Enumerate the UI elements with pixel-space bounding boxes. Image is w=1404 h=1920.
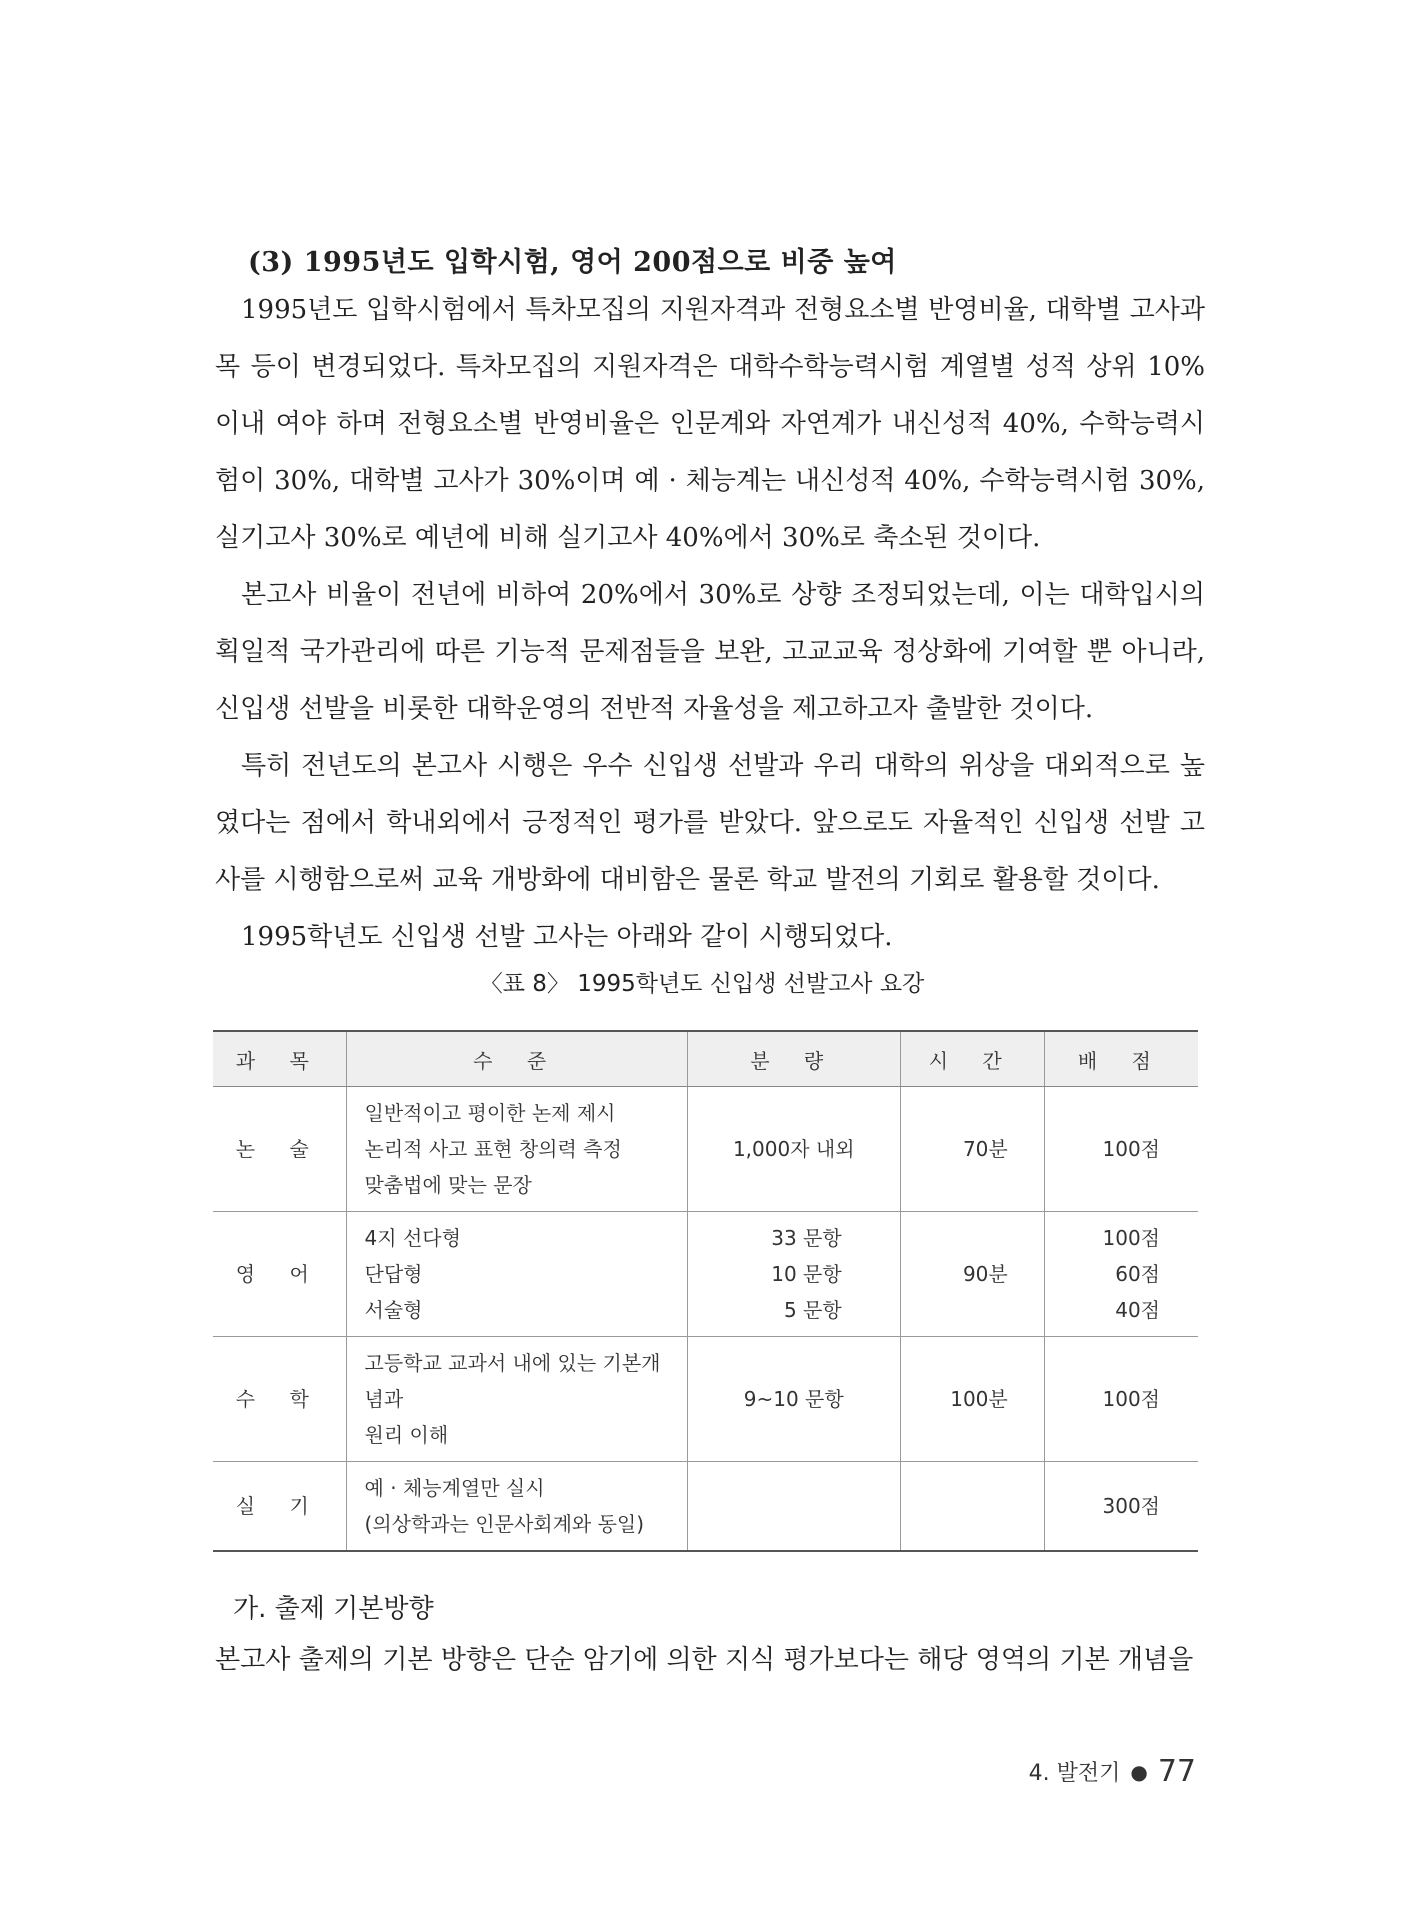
- bullet-icon: ●: [1130, 1759, 1148, 1784]
- level-line: 4지 선다형: [364, 1226, 461, 1250]
- section-heading: (3) 1995년도 입학시험, 영어 200점으로 비중 높여: [248, 247, 897, 278]
- cell-level: [346, 1462, 687, 1552]
- paragraph: 특히 전년도의 본고사 시행은 우수 신입생 선발과 우리 대학의 위상을 대외적으로 높였다는 점에서 학내외에서 긍정적인 평가를 받았다. 앞으로도 자율적인 신입생 선발 고사를 시행함으로써 교육 개방화에 대비함은 물론 학교 발전의 기회로 활용할 것이다.: [215, 751, 1205, 895]
- level-line: 서술형: [364, 1298, 423, 1322]
- level-line: 일반적이고 평이한 논제 제시: [364, 1101, 616, 1125]
- cell-subject: 영 어: [213, 1212, 346, 1337]
- table-row: [213, 1212, 1198, 1337]
- paragraph: 1995학년도 신입생 선발 고사는 아래와 같이 시행되었다.: [241, 922, 893, 952]
- cell-level: [346, 1087, 687, 1212]
- table-row: [213, 1337, 1198, 1462]
- chapter-label: 4. 발전기: [1028, 1761, 1121, 1786]
- score-line: 100점: [1102, 1226, 1160, 1250]
- cell-score: 300점: [1044, 1462, 1198, 1552]
- cell-score: 100점: [1044, 1087, 1198, 1212]
- level-line: 논리적 사고 표현 창의력 측정: [364, 1137, 622, 1161]
- paragraph: 1995년도 입학시험에서 특차모집의 지원자격과 전형요소별 반영비율, 대학별 고사과목 등이 변경되었다. 특차모집의 지원자격은 대학수학능력시험 계열별 성적 상위 10%이내 여야 하며 전형요소별 반영비율은 인문계와 자연계가 내신성적 40%, 수학능력시험이 30%, 대학별 고사가 30%이며 예 · 체능계는 내신성적 40%, 수학능력시험 30%, 실기고사 30%로 예년에 비해 실기고사 40%에서 30%로 축소된 것이다.: [215, 295, 1205, 553]
- cell-subject: 논 술: [213, 1087, 346, 1212]
- table-row: [213, 1087, 1198, 1212]
- header-time: 시 간: [900, 1031, 1044, 1087]
- cell-score: 100점: [1044, 1337, 1198, 1462]
- header-level: 수 준: [346, 1031, 687, 1087]
- score-line: 60점: [1115, 1262, 1160, 1286]
- table-header-row: [213, 1031, 1198, 1087]
- table-row: [213, 1462, 1198, 1552]
- table-caption: 〈표 8〉 1995학년도 신입생 선발고사 요강: [479, 971, 925, 997]
- subsection-heading: 가. 출제 기본방향: [233, 1594, 434, 1624]
- level-line: 맞춤법에 맞는 문장: [364, 1173, 532, 1197]
- header-score: 배 점: [1044, 1031, 1198, 1087]
- amount-line: 33 문항: [771, 1226, 842, 1250]
- cell-amount: [687, 1462, 900, 1552]
- level-line: 단답형: [364, 1262, 423, 1286]
- level-line: 고등학교 교과서 내에 있는 기본개념과: [364, 1351, 661, 1411]
- cell-amount: 1,000자 내외: [687, 1087, 900, 1212]
- cell-subject: 수 학: [213, 1337, 346, 1462]
- header-amount: 분 량: [687, 1031, 900, 1087]
- cell-amount: [687, 1212, 900, 1337]
- header-subject: 과 목: [213, 1031, 346, 1087]
- amount-line: 5 문항: [783, 1298, 842, 1322]
- cell-time: [900, 1462, 1044, 1552]
- page-footer: [1029, 1754, 1196, 1789]
- score-line: 40점: [1115, 1298, 1160, 1322]
- body-paragraphs: [215, 282, 1205, 966]
- level-line: (의상학과는 인문사회계와 동일): [364, 1512, 645, 1536]
- cell-time: 90분: [900, 1212, 1044, 1337]
- amount-line: 10 문항: [771, 1262, 842, 1286]
- exam-outline-table: [213, 1030, 1198, 1552]
- cell-level: [346, 1212, 687, 1337]
- cell-level: [346, 1337, 687, 1462]
- paragraph: 본고사 비율이 전년에 비하여 20%에서 30%로 상향 조정되었는데, 이는 대학입시의 획일적 국가관리에 따른 기능적 문제점들을 보완, 고교교육 정상화에 기여할 뿐 아니라, 신입생 선발을 비롯한 대학운영의 전반적 자율성을 제고하고자 출발한 것이다.: [215, 580, 1205, 724]
- cell-time: 100분: [900, 1337, 1044, 1462]
- cell-score: [1044, 1212, 1198, 1337]
- subsection-body: [215, 1632, 1205, 1689]
- cell-amount: 9~10 문항: [687, 1337, 900, 1462]
- page-number: 77: [1157, 1754, 1196, 1789]
- level-line: 원리 이해: [364, 1423, 449, 1447]
- level-line: 예 · 체능계열만 실시: [364, 1476, 545, 1500]
- cell-time: 70분: [900, 1087, 1044, 1212]
- paragraph: 본고사 출제의 기본 방향은 단순 암기에 의한 지식 평가보다는 해당 영역의 기본 개념을: [215, 1645, 1194, 1675]
- cell-subject: 실 기: [213, 1462, 346, 1552]
